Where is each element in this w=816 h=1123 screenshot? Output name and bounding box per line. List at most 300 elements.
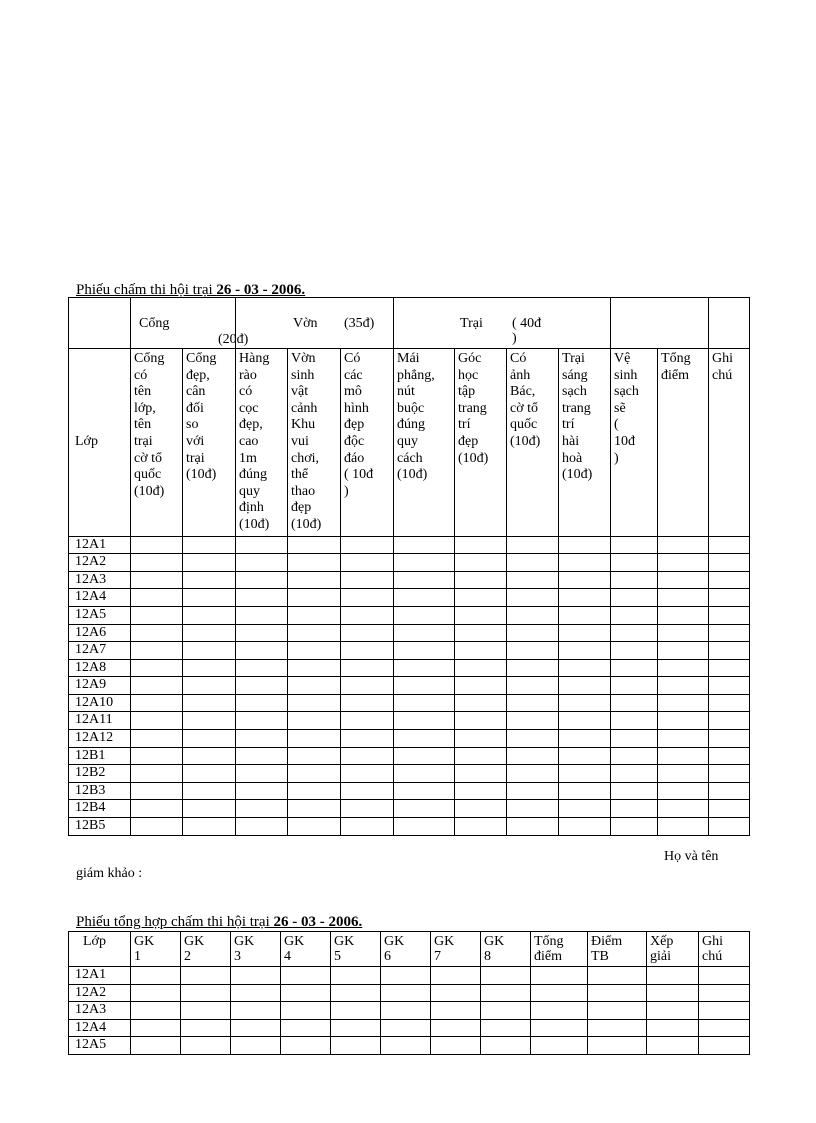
- score-sheet-table: [68, 297, 750, 836]
- class-row: [69, 782, 750, 800]
- score-cell[interactable]: [341, 694, 394, 712]
- score-cell[interactable]: [658, 677, 709, 695]
- sheet1-title-prefix: Phiếu chấm thi hội trại: [76, 282, 217, 298]
- score-cell[interactable]: [394, 800, 455, 818]
- score-cell[interactable]: [288, 536, 341, 554]
- score-cell[interactable]: [507, 554, 559, 572]
- score-cell[interactable]: [709, 589, 750, 607]
- score-cell[interactable]: [288, 765, 341, 783]
- score-cell[interactable]: [341, 606, 394, 624]
- score-cell[interactable]: [131, 765, 183, 783]
- score-cell[interactable]: [455, 694, 507, 712]
- score-cell[interactable]: [507, 765, 559, 783]
- score-cell[interactable]: [394, 677, 455, 695]
- score-cell[interactable]: [394, 554, 455, 572]
- group-cong-points: (20đ): [218, 332, 249, 347]
- score-cell[interactable]: [183, 677, 236, 695]
- score-cell[interactable]: [183, 818, 236, 836]
- score-cell[interactable]: [341, 554, 394, 572]
- signature-label-name: Họ và tên: [664, 849, 719, 864]
- score-cell[interactable]: [288, 800, 341, 818]
- score-cell[interactable]: [183, 554, 236, 572]
- score-cell[interactable]: [288, 818, 341, 836]
- summary-score-cell[interactable]: [481, 1002, 531, 1020]
- score-cell[interactable]: [709, 818, 750, 836]
- summary-header-cell: Xếp giải: [647, 932, 699, 967]
- score-cell[interactable]: [394, 606, 455, 624]
- score-cell[interactable]: [341, 677, 394, 695]
- score-cell[interactable]: [507, 730, 559, 748]
- summary-header-cell: GK 7: [431, 932, 481, 967]
- score-cell[interactable]: [611, 536, 658, 554]
- summary-score-cell[interactable]: [699, 984, 750, 1002]
- class-row: [69, 606, 750, 624]
- class-name-cell: 12A10: [69, 694, 131, 712]
- score-cell[interactable]: [394, 818, 455, 836]
- score-cell[interactable]: [341, 571, 394, 589]
- summary-score-cell[interactable]: [699, 967, 750, 985]
- score-cell[interactable]: [341, 659, 394, 677]
- score-cell[interactable]: [455, 554, 507, 572]
- score-cell[interactable]: [709, 642, 750, 660]
- score-cell[interactable]: [236, 730, 288, 748]
- score-cell[interactable]: [394, 694, 455, 712]
- summary-score-cell[interactable]: [131, 967, 181, 985]
- score-cell[interactable]: [131, 712, 183, 730]
- group-von-label: Vờn: [293, 316, 318, 331]
- score-cell[interactable]: [288, 642, 341, 660]
- summary-score-cell[interactable]: [588, 1002, 647, 1020]
- score-cell[interactable]: [507, 659, 559, 677]
- score-cell[interactable]: [455, 782, 507, 800]
- summary-score-cell[interactable]: [281, 984, 331, 1002]
- criterion-header: Có ảnh Bác, cờ tổ quốc (10đ): [507, 349, 559, 537]
- score-cell[interactable]: [394, 765, 455, 783]
- summary-score-cell[interactable]: [181, 984, 231, 1002]
- summary-score-cell[interactable]: [431, 1002, 481, 1020]
- score-cell[interactable]: [236, 782, 288, 800]
- summary-score-cell[interactable]: [431, 1019, 481, 1037]
- score-cell[interactable]: [236, 694, 288, 712]
- group-trai: [394, 298, 611, 349]
- score-cell[interactable]: [183, 712, 236, 730]
- summary-score-cell[interactable]: [331, 984, 381, 1002]
- score-cell[interactable]: [288, 712, 341, 730]
- score-cell[interactable]: [709, 712, 750, 730]
- score-cell[interactable]: [183, 747, 236, 765]
- summary-score-cell[interactable]: [431, 984, 481, 1002]
- summary-row: [69, 967, 750, 985]
- score-cell[interactable]: [236, 712, 288, 730]
- score-cell[interactable]: [131, 589, 183, 607]
- empty-cell: [709, 298, 750, 349]
- summary-score-cell[interactable]: [431, 1037, 481, 1055]
- score-cell[interactable]: [507, 782, 559, 800]
- score-cell[interactable]: [236, 659, 288, 677]
- score-cell[interactable]: [236, 571, 288, 589]
- score-cell[interactable]: [507, 712, 559, 730]
- score-cell[interactable]: [183, 536, 236, 554]
- summary-score-cell[interactable]: [331, 1002, 381, 1020]
- score-cell[interactable]: [559, 782, 611, 800]
- score-cell[interactable]: [658, 712, 709, 730]
- score-cell[interactable]: [341, 589, 394, 607]
- score-cell[interactable]: [131, 694, 183, 712]
- score-cell[interactable]: [455, 589, 507, 607]
- summary-score-cell[interactable]: [588, 1037, 647, 1055]
- score-cell[interactable]: [394, 589, 455, 607]
- summary-score-cell[interactable]: [481, 967, 531, 985]
- summary-header-cell: GK 8: [481, 932, 531, 967]
- summary-score-cell[interactable]: [131, 984, 181, 1002]
- class-name-cell: 12A11: [69, 712, 131, 730]
- score-cell[interactable]: [559, 642, 611, 660]
- score-cell[interactable]: [288, 624, 341, 642]
- score-cell[interactable]: [559, 800, 611, 818]
- score-cell[interactable]: [455, 571, 507, 589]
- summary-score-cell[interactable]: [699, 1019, 750, 1037]
- score-cell[interactable]: [507, 747, 559, 765]
- score-cell[interactable]: [341, 624, 394, 642]
- score-cell[interactable]: [611, 765, 658, 783]
- score-cell[interactable]: [183, 765, 236, 783]
- score-cell[interactable]: [611, 642, 658, 660]
- empty-cell: [611, 298, 709, 349]
- score-cell[interactable]: [455, 800, 507, 818]
- score-cell[interactable]: [131, 606, 183, 624]
- summary-table: [68, 931, 750, 1055]
- score-cell[interactable]: [507, 677, 559, 695]
- score-cell[interactable]: [455, 677, 507, 695]
- sheet2-title: [76, 914, 362, 931]
- score-cell[interactable]: [507, 606, 559, 624]
- score-cell[interactable]: [658, 730, 709, 748]
- sheet2-title-date: 26 - 03 - 2006.: [273, 914, 363, 930]
- score-cell[interactable]: [611, 712, 658, 730]
- score-cell[interactable]: [131, 818, 183, 836]
- score-cell[interactable]: [611, 606, 658, 624]
- score-cell[interactable]: [341, 765, 394, 783]
- summary-row: [69, 1019, 750, 1037]
- score-cell[interactable]: [507, 642, 559, 660]
- score-cell[interactable]: [709, 730, 750, 748]
- score-cell[interactable]: [455, 606, 507, 624]
- summary-score-cell[interactable]: [331, 1037, 381, 1055]
- score-cell[interactable]: [394, 712, 455, 730]
- summary-score-cell[interactable]: [381, 1019, 431, 1037]
- score-cell[interactable]: [288, 747, 341, 765]
- summary-score-cell[interactable]: [588, 967, 647, 985]
- score-cell[interactable]: [611, 571, 658, 589]
- class-row: [69, 642, 750, 660]
- score-cell[interactable]: [455, 730, 507, 748]
- score-cell[interactable]: [131, 730, 183, 748]
- score-cell[interactable]: [559, 606, 611, 624]
- summary-score-cell[interactable]: [588, 984, 647, 1002]
- score-cell[interactable]: [341, 747, 394, 765]
- score-cell[interactable]: [559, 730, 611, 748]
- score-cell[interactable]: [611, 589, 658, 607]
- score-cell[interactable]: [183, 694, 236, 712]
- score-cell[interactable]: [559, 712, 611, 730]
- score-cell[interactable]: [341, 818, 394, 836]
- score-cell[interactable]: [559, 818, 611, 836]
- score-cell[interactable]: [507, 624, 559, 642]
- score-cell[interactable]: [236, 536, 288, 554]
- score-cell[interactable]: [183, 606, 236, 624]
- score-cell[interactable]: [131, 659, 183, 677]
- score-cell[interactable]: [658, 554, 709, 572]
- score-cell[interactable]: [288, 571, 341, 589]
- score-cell[interactable]: [236, 765, 288, 783]
- score-cell[interactable]: [611, 800, 658, 818]
- score-cell[interactable]: [455, 765, 507, 783]
- score-cell[interactable]: [236, 554, 288, 572]
- score-cell[interactable]: [559, 554, 611, 572]
- summary-score-cell[interactable]: [699, 1002, 750, 1020]
- summary-score-cell[interactable]: [181, 1037, 231, 1055]
- score-cell[interactable]: [611, 624, 658, 642]
- summary-score-cell[interactable]: [481, 1019, 531, 1037]
- summary-score-cell[interactable]: [281, 1019, 331, 1037]
- score-cell[interactable]: [709, 747, 750, 765]
- summary-score-cell[interactable]: [647, 1002, 699, 1020]
- score-cell[interactable]: [183, 730, 236, 748]
- score-cell[interactable]: [288, 782, 341, 800]
- score-cell[interactable]: [341, 536, 394, 554]
- score-cell[interactable]: [183, 659, 236, 677]
- class-name-cell: 12A1: [69, 967, 131, 985]
- score-cell[interactable]: [507, 536, 559, 554]
- summary-score-cell[interactable]: [531, 984, 588, 1002]
- group-cong-label: Cổng: [139, 316, 170, 331]
- score-cell[interactable]: [658, 800, 709, 818]
- score-cell[interactable]: [611, 818, 658, 836]
- score-cell[interactable]: [341, 730, 394, 748]
- summary-score-cell[interactable]: [381, 1037, 431, 1055]
- score-cell[interactable]: [455, 747, 507, 765]
- score-cell[interactable]: [709, 554, 750, 572]
- score-cell[interactable]: [559, 536, 611, 554]
- score-cell[interactable]: [658, 571, 709, 589]
- score-cell[interactable]: [131, 624, 183, 642]
- score-cell[interactable]: [455, 642, 507, 660]
- class-name-cell: 12A8: [69, 659, 131, 677]
- score-cell[interactable]: [183, 800, 236, 818]
- summary-score-cell[interactable]: [281, 1037, 331, 1055]
- summary-score-cell[interactable]: [647, 1037, 699, 1055]
- class-row: [69, 624, 750, 642]
- summary-score-cell[interactable]: [181, 967, 231, 985]
- score-cell[interactable]: [183, 782, 236, 800]
- score-cell[interactable]: [709, 782, 750, 800]
- score-cell[interactable]: [131, 554, 183, 572]
- score-cell[interactable]: [658, 536, 709, 554]
- summary-score-cell[interactable]: [481, 1037, 531, 1055]
- summary-score-cell[interactable]: [431, 967, 481, 985]
- score-cell[interactable]: [507, 589, 559, 607]
- score-cell[interactable]: [183, 642, 236, 660]
- score-cell[interactable]: [288, 554, 341, 572]
- score-cell[interactable]: [709, 571, 750, 589]
- score-cell[interactable]: [658, 765, 709, 783]
- summary-header-cell: Ghi chú: [699, 932, 750, 967]
- score-cell[interactable]: [611, 782, 658, 800]
- score-cell[interactable]: [183, 624, 236, 642]
- score-cell[interactable]: [341, 782, 394, 800]
- lop-header: Lớp: [69, 349, 131, 537]
- score-cell[interactable]: [236, 818, 288, 836]
- summary-score-cell[interactable]: [281, 1002, 331, 1020]
- score-cell[interactable]: [658, 589, 709, 607]
- score-cell[interactable]: [341, 712, 394, 730]
- summary-score-cell[interactable]: [647, 1019, 699, 1037]
- score-cell[interactable]: [455, 712, 507, 730]
- signature-label-examiner: giám khảo :: [76, 866, 143, 881]
- criterion-header: Góc học tập trang trí đẹp (10đ): [455, 349, 507, 537]
- score-cell[interactable]: [611, 730, 658, 748]
- score-cell[interactable]: [236, 677, 288, 695]
- summary-score-cell[interactable]: [231, 967, 281, 985]
- summary-score-cell[interactable]: [647, 984, 699, 1002]
- summary-score-cell[interactable]: [181, 1002, 231, 1020]
- summary-score-cell[interactable]: [481, 984, 531, 1002]
- score-cell[interactable]: [394, 624, 455, 642]
- summary-score-cell[interactable]: [531, 1002, 588, 1020]
- score-cell[interactable]: [236, 800, 288, 818]
- summary-score-cell[interactable]: [131, 1002, 181, 1020]
- summary-score-cell[interactable]: [231, 1002, 281, 1020]
- summary-score-cell[interactable]: [381, 967, 431, 985]
- score-cell[interactable]: [709, 606, 750, 624]
- score-cell[interactable]: [559, 677, 611, 695]
- score-cell[interactable]: [394, 659, 455, 677]
- summary-score-cell[interactable]: [588, 1019, 647, 1037]
- score-cell[interactable]: [131, 677, 183, 695]
- score-cell[interactable]: [394, 730, 455, 748]
- score-cell[interactable]: [658, 659, 709, 677]
- score-cell[interactable]: [288, 677, 341, 695]
- score-cell[interactable]: [288, 730, 341, 748]
- score-cell[interactable]: [709, 659, 750, 677]
- score-cell[interactable]: [709, 536, 750, 554]
- score-cell[interactable]: [658, 818, 709, 836]
- score-cell[interactable]: [183, 571, 236, 589]
- score-cell[interactable]: [131, 571, 183, 589]
- score-cell[interactable]: [559, 571, 611, 589]
- score-cell[interactable]: [131, 782, 183, 800]
- score-cell[interactable]: [288, 659, 341, 677]
- summary-header-cell: GK 1: [131, 932, 181, 967]
- score-cell[interactable]: [559, 747, 611, 765]
- score-cell[interactable]: [709, 800, 750, 818]
- score-cell[interactable]: [183, 589, 236, 607]
- score-cell[interactable]: [611, 694, 658, 712]
- score-cell[interactable]: [131, 536, 183, 554]
- score-cell[interactable]: [394, 536, 455, 554]
- score-cell[interactable]: [394, 782, 455, 800]
- score-cell[interactable]: [288, 694, 341, 712]
- summary-score-cell[interactable]: [231, 984, 281, 1002]
- score-cell[interactable]: [236, 606, 288, 624]
- score-cell[interactable]: [559, 589, 611, 607]
- summary-score-cell[interactable]: [647, 967, 699, 985]
- score-cell[interactable]: [611, 554, 658, 572]
- score-cell[interactable]: [455, 659, 507, 677]
- score-cell[interactable]: [507, 800, 559, 818]
- score-cell[interactable]: [559, 624, 611, 642]
- score-cell[interactable]: [288, 589, 341, 607]
- score-cell[interactable]: [611, 747, 658, 765]
- score-cell[interactable]: [455, 624, 507, 642]
- summary-score-cell[interactable]: [231, 1037, 281, 1055]
- score-cell[interactable]: [131, 800, 183, 818]
- score-cell[interactable]: [394, 642, 455, 660]
- score-cell[interactable]: [709, 624, 750, 642]
- summary-score-cell[interactable]: [131, 1037, 181, 1055]
- score-cell[interactable]: [394, 747, 455, 765]
- score-cell[interactable]: [709, 765, 750, 783]
- summary-score-cell[interactable]: [131, 1019, 181, 1037]
- summary-score-cell[interactable]: [699, 1037, 750, 1055]
- summary-score-cell[interactable]: [331, 1019, 381, 1037]
- score-cell[interactable]: [658, 606, 709, 624]
- class-row: [69, 571, 750, 589]
- summary-score-cell[interactable]: [381, 1002, 431, 1020]
- score-cell[interactable]: [658, 642, 709, 660]
- score-cell[interactable]: [709, 677, 750, 695]
- score-cell[interactable]: [394, 571, 455, 589]
- score-cell[interactable]: [559, 659, 611, 677]
- score-cell[interactable]: [288, 606, 341, 624]
- score-cell[interactable]: [341, 642, 394, 660]
- score-cell[interactable]: [658, 782, 709, 800]
- score-cell[interactable]: [658, 747, 709, 765]
- score-cell[interactable]: [131, 747, 183, 765]
- summary-header-cell: GK 3: [231, 932, 281, 967]
- score-cell[interactable]: [236, 589, 288, 607]
- score-cell[interactable]: [341, 800, 394, 818]
- summary-score-cell[interactable]: [381, 984, 431, 1002]
- score-cell[interactable]: [236, 624, 288, 642]
- criterion-header: Trại sáng sạch trang trí hài hoà (10đ): [559, 349, 611, 537]
- summary-score-cell[interactable]: [231, 1019, 281, 1037]
- score-cell[interactable]: [559, 765, 611, 783]
- score-cell[interactable]: [507, 571, 559, 589]
- summary-score-cell[interactable]: [281, 967, 331, 985]
- summary-score-cell[interactable]: [531, 1037, 588, 1055]
- score-cell[interactable]: [611, 659, 658, 677]
- score-cell[interactable]: [658, 624, 709, 642]
- score-cell[interactable]: [611, 677, 658, 695]
- score-cell[interactable]: [236, 642, 288, 660]
- score-cell[interactable]: [236, 747, 288, 765]
- criteria-header-row: [69, 349, 750, 537]
- score-cell[interactable]: [455, 818, 507, 836]
- score-cell[interactable]: [709, 694, 750, 712]
- score-cell[interactable]: [507, 818, 559, 836]
- summary-score-cell[interactable]: [531, 967, 588, 985]
- score-cell[interactable]: [455, 536, 507, 554]
- summary-score-cell[interactable]: [531, 1019, 588, 1037]
- score-cell[interactable]: [507, 694, 559, 712]
- summary-score-cell[interactable]: [331, 967, 381, 985]
- summary-header-cell: Tổng điểm: [531, 932, 588, 967]
- score-cell[interactable]: [559, 694, 611, 712]
- summary-score-cell[interactable]: [181, 1019, 231, 1037]
- score-cell[interactable]: [131, 642, 183, 660]
- score-cell[interactable]: [658, 694, 709, 712]
